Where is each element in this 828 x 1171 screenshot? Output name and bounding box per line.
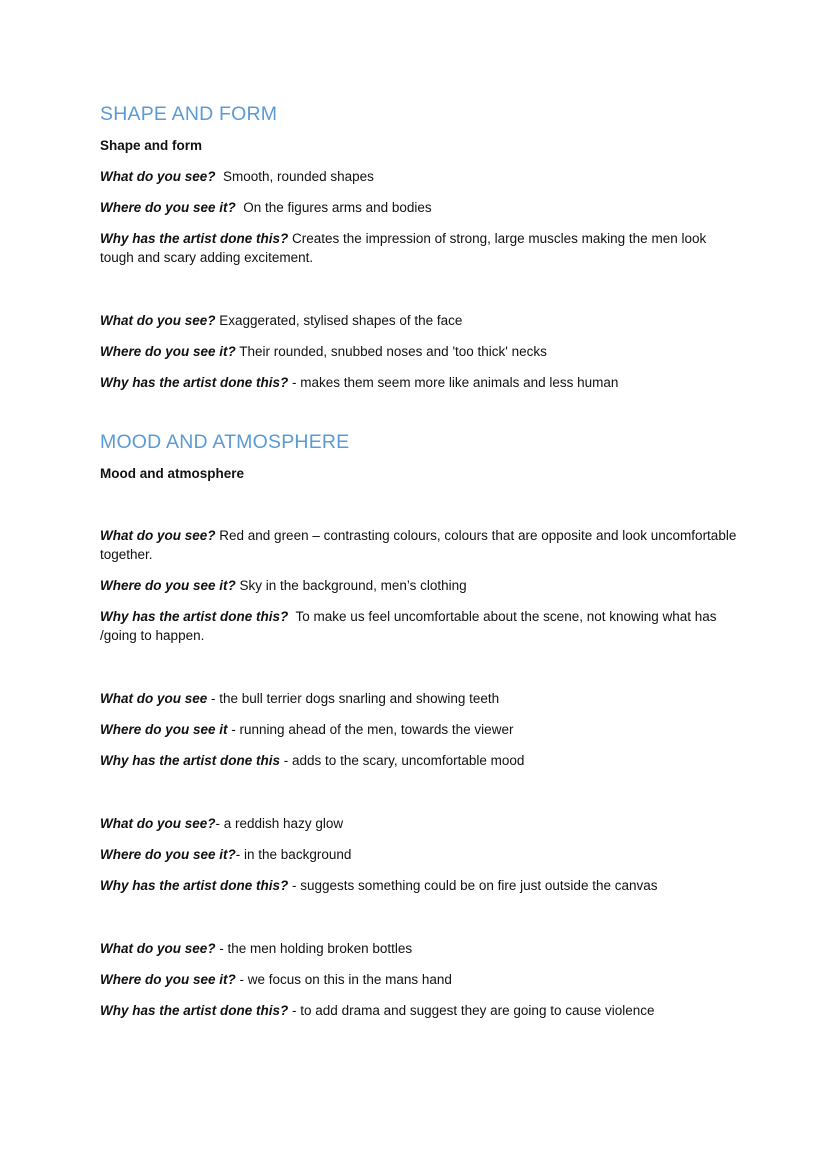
what-label: What do you see? [100,313,216,328]
where-answer: Their rounded, snubbed noses and 'too thick' necks [235,344,547,359]
section-heading-mood-and-atmosphere: MOOD AND ATMOSPHERE [100,431,350,453]
why-answer: - to add drama and suggest they are going to cause violence [288,1003,655,1018]
why-answer: - suggests something could be on fire just outside the canvas [288,878,658,893]
what-line [100,311,740,330]
why-label: Why has the artist done this [100,753,281,768]
where-line [100,576,740,595]
what-answer: Exaggerated, stylised shapes of the face [215,313,463,328]
where-label: Where do you see it? [100,344,236,359]
what-label: What do you see? [100,169,216,184]
why-label: Why has the artist done this? [100,878,289,893]
why-line [100,751,740,770]
what-label: What do you see? [100,528,216,543]
why-answer: - adds to the scary, uncomfortable mood [280,753,525,768]
where-line [100,720,740,739]
what-line [100,167,740,186]
where-line [100,342,740,361]
document-content [100,102,740,1020]
what-label: What do you see? [100,941,216,956]
why-label: Why has the artist done this? [100,1003,289,1018]
where-label: Where do you see it? [100,972,236,987]
what-answer: Smooth, rounded shapes [215,169,374,184]
what-label: What do you see? [100,816,216,831]
where-label: Where do you see it [100,722,228,737]
subheading-mood-and-atmosphere: Mood and atmosphere [100,466,245,481]
why-label: Why has the artist done this? [100,231,289,246]
where-answer: - we focus on this in the mans hand [235,972,452,987]
why-answer: To make us feel uncomfortable about the scene, not knowing what has /going to happen. [100,609,721,643]
where-label: Where do you see it? [100,200,236,215]
why-line [100,1001,740,1020]
what-line [100,939,740,958]
why-answer: - makes them seem more like animals and less human [288,375,619,390]
why-line [100,229,740,267]
what-line [100,526,740,564]
where-line [100,198,740,217]
where-label: Where do you see it? [100,578,236,593]
why-line [100,373,740,392]
why-answer: Creates the impression of strong, large muscles making the men look tough and scary adding excitement. [100,231,707,265]
section-heading-shape-and-form: SHAPE AND FORM [100,103,278,125]
why-label: Why has the artist done this? [100,609,289,624]
what-answer: - the men holding broken bottles [215,941,413,956]
what-answer: - a reddish hazy glow [215,816,344,831]
where-label: Where do you see it? [100,847,236,862]
why-label: Why has the artist done this? [100,375,289,390]
what-line [100,689,740,708]
subheading-shape-and-form: Shape and form [100,138,203,153]
where-line [100,845,740,864]
where-answer: - in the background [235,847,352,862]
where-answer: Sky in the background, men’s clothing [235,578,467,593]
why-line [100,607,740,645]
where-line [100,970,740,989]
where-answer: - running ahead of the men, towards the viewer [227,722,514,737]
where-answer: On the figures arms and bodies [235,200,432,215]
what-line [100,814,740,833]
what-answer: Red and green – contrasting colours, colours that are opposite and look uncomfortable together. [100,528,737,562]
why-line [100,876,740,895]
what-answer: - the bull terrier dogs snarling and showing teeth [207,691,500,706]
what-label: What do you see [100,691,208,706]
